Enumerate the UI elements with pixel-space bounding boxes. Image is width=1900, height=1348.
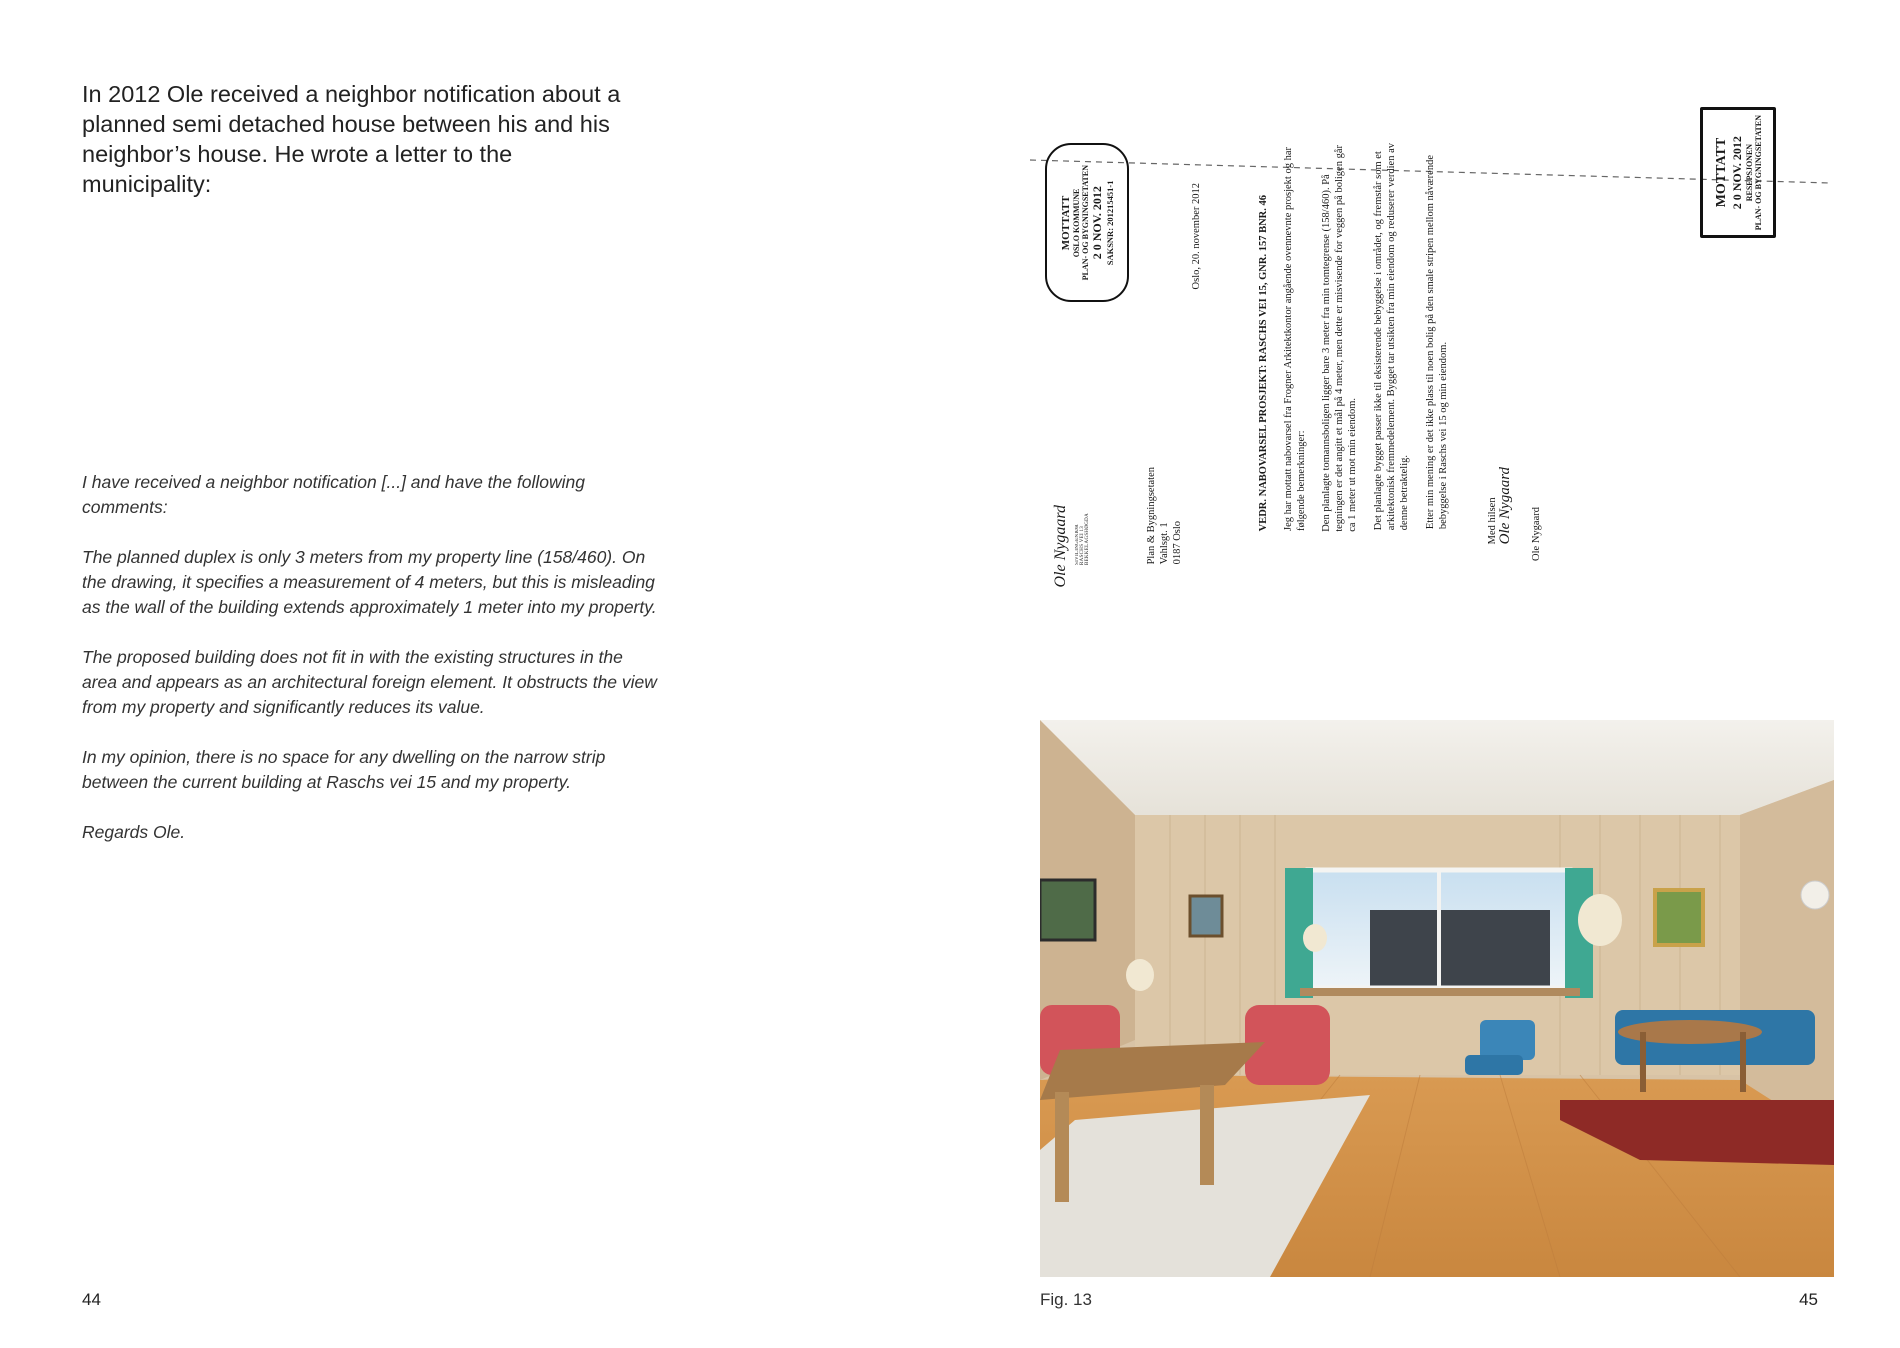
letterhead-signature: Ole Nygaard (1052, 505, 1069, 588)
living-room-photo (1040, 720, 1834, 1277)
letter-paragraph (1320, 145, 1359, 532)
figure-caption: Fig. 13 (1040, 1290, 1092, 1309)
received-stamp (1045, 143, 1129, 302)
address-line: BEKKELAGSHØGDA (1085, 513, 1090, 565)
page-number: 44 (82, 1290, 101, 1309)
stamp-date: 2 0 NOV. 2012 (1729, 135, 1744, 210)
handwritten-signature: Ole Nygaard (1497, 467, 1513, 545)
recipient-line: 0187 Oslo (1172, 520, 1183, 565)
intro-paragraph: In 2012 Ole received a neighbor notification about a planned semi detached house between his and his neighbor’s house. He wrote a letter to the municipality: (82, 81, 621, 197)
stamp-date: 2 0 NOV. 2012 (1089, 185, 1104, 260)
stamp-text (1714, 115, 1763, 230)
letter-quote (82, 470, 662, 870)
stamp-text (1060, 165, 1115, 280)
letter-paragraph (1424, 155, 1450, 529)
right-page (950, 0, 1900, 1348)
letter-closing (1486, 467, 1512, 544)
paragraph-line: arkitektonisk fremmedelement. Bygget tar utsikten fra min eiendom og reduserer verdien av (1386, 143, 1397, 531)
quote-paragraph: The proposed building does not fit in with the existing structures in the area and appears as an architectural foreign element. It obstructs the view from my property and significantly reduces its value. (82, 647, 657, 717)
paragraph-line: ca 1 meter ut mot min eiendom. (1347, 397, 1358, 532)
reception-stamp (1700, 107, 1776, 238)
paragraph-line: Den planlagte tomannsboligen ligger bare 3 meter fra min tomtegrense (158/460). På (1321, 174, 1332, 532)
letter-paragraph (1282, 147, 1308, 531)
stamp-dept: PLAN- OG BYGNINGSETATEN (1753, 114, 1763, 231)
letter-scan (1030, 95, 1830, 635)
closing-text: Med hilsen (1487, 497, 1498, 545)
paragraph-line: følgende bemerkninger: (1296, 430, 1307, 532)
paragraph-line: Jeg har mottatt nabovarsel fra Frogner Arkitektkontor angående ovennevnte prosjekt og har (1283, 147, 1294, 532)
address-line: RASCHS VEI 13 (1080, 525, 1085, 565)
paragraph-line: tegningen er det angitt et mål på 4 meter, men dette er misvisende for veggen på boligen går (1334, 145, 1345, 532)
quote-paragraph: The planned duplex is only 3 meters from my property line (158/460). On the drawing, it specifies a measurement of 4 meters, but this is misleading as the wall of the building extends approximately 1 meter into my property. (82, 547, 657, 617)
stamp-dept: RESEPSJONEN (1744, 143, 1754, 202)
paragraph-line: bebyggelse i Raschs vei 15 og min eiendom. (1438, 341, 1449, 530)
stamp-title: MOTTATT (1059, 195, 1072, 250)
stamp-org: PLAN- OG BYGNINGSETATEN (1080, 164, 1090, 281)
recipient-line: Vahlsgt. 1 (1159, 522, 1170, 565)
paragraph-line: Det planlagte bygget passer ikke til eksisterende bebyggelse i området, og fremstår som et (1373, 151, 1384, 531)
recipient-address (1145, 467, 1184, 564)
page-number: 45 (1799, 1290, 1818, 1309)
quote-closing: Regards Ole. (82, 822, 186, 842)
quote-paragraph: I have received a neighbor notification [...] and have the following comments: (82, 472, 585, 517)
letterhead-address (1075, 513, 1090, 565)
address-line: SIVILINGENIØR (1075, 524, 1080, 565)
quote-paragraph: In my opinion, there is no space for any dwelling on the narrow strip between the current building at Raschs vei 15 and my property. (82, 747, 606, 792)
letter-subject: VEDR. NABOVARSEL PROSJEKT: RASCHS VEI 15, GNR. 157 BNR. 46 (1258, 195, 1269, 532)
letterhead (1052, 505, 1070, 588)
living-room-illustration (1040, 720, 1834, 1277)
letter-date: Oslo, 20. november 2012 (1191, 183, 1202, 290)
stamp-title: MOTTATT (1713, 137, 1729, 208)
recipient-line: Plan & Bygningsetaten (1146, 467, 1157, 565)
paragraph-line: Etter min mening er det ikke plass til noen bolig på den smale stripen mellom nåværende (1425, 155, 1436, 530)
paragraph-line: denne betraktelig. (1399, 454, 1410, 531)
stamp-case-number: SAKSNR: 201215451-1 (1104, 180, 1115, 265)
signer-name: Ole Nygaard (1531, 507, 1542, 561)
letter-paragraph (1372, 143, 1411, 530)
stamp-org: OSLO KOMMUNE (1071, 188, 1081, 257)
